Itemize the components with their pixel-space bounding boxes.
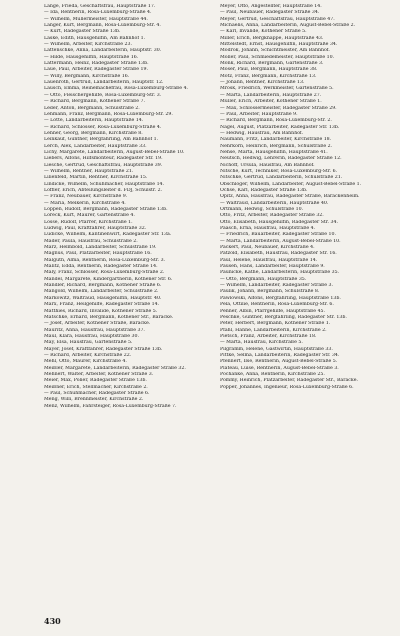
directory-entry: Neutsch, Hedwig, Lehrerin, Radegaster Straße 12. <box>220 156 342 162</box>
directory-entry: — Franz, Neubauer, Kirchstraße 9. <box>44 194 128 200</box>
directory-entry: Malguth, Alma, Rentnerin, Rosa-Luxemburg-Str. 3. <box>44 257 166 263</box>
directory-entry: Müller, Erich, Arbeiter, Köthener Straße 1. <box>220 99 322 105</box>
left-column <box>44 4 212 410</box>
directory-entry: Pawlowski, Alfons, Bergfahrling, Hauptstraße 13b. <box>220 295 341 301</box>
directory-entry: Moser, Paul, Bergmann, Hauptstraße 38. <box>220 67 318 73</box>
directory-entry: Mrosk, Friedrich, Werkmeister, Gartenstraße 5. <box>220 86 334 92</box>
directory-entry: Penner, Albin, Pfarrgehilfe, Hauptstraße 45. <box>220 308 326 314</box>
directory-entry: Ochse, Karl, Radegaster Straße 13b. <box>220 187 308 193</box>
directory-entry: — Wilhelm, Rentner, Hauptstraße 21. <box>44 168 134 174</box>
directory-entry: Laske, Edith, Hausgehilfin, Am Bahnhof 1. <box>44 35 146 41</box>
directory-entry: Mauritz, Anna, Hausfrau, Hauptstraße 37. <box>44 327 145 333</box>
directory-entry: Meyer, Gertrud, Geschäftsfrau, Hauptstraße 47. <box>220 16 335 22</box>
directory-entry: Meißner, Erich, Stellmacher, Kirchstraße 2. <box>44 384 148 390</box>
directory-entry: Meißler, Margarete, Landarbeiterin, Radegaster Straße 32. <box>44 365 186 371</box>
directory-entry: — Otto, Bergmann, Hauptstraße 35. <box>220 276 307 282</box>
directory-entry: — Friedrich, Bauarbeiter, Radegaster Straße 10. <box>220 232 337 238</box>
directory-entry: Losse, Rudolf, Pfarrer, Kirchstraße 1. <box>44 219 133 225</box>
directory-entry: Markowitz, Waltraud, Hausgehilfin, Hauptstr. 40. <box>44 295 162 301</box>
directory-entry: Lehmann, Franz, Bergmann, Rosa-Luxemburg-Str. 29. <box>44 111 173 117</box>
directory-entry: — Paul, Neubauer, Radegaster Straße 34. <box>220 10 320 16</box>
directory-entry: Nitschke, Gertrud, Landarbeiterin, Schulstraße 21. <box>220 175 343 181</box>
directory-entry: Lilienfeld, Martin, Rentner, Kirchstraße 15. <box>44 175 148 181</box>
directory-entry: Lindicke, Wilhelm, Schuhmacher, Hauptstraße 14. <box>44 181 165 187</box>
directory-entry: Mandel, Margarete, Kindergärtnerin, Köthener Str. 6. <box>44 276 173 282</box>
directory-entry: Maul, Klara, Hausfrau, Hauptstraße 30. <box>44 333 139 339</box>
directory-entry: Lichy, Margarete, Landarbeiterin, August-Bebel-Straße 10. <box>44 149 185 155</box>
directory-entry: Pietsch, Franz, Arbeiter, Kirchstraße 18. <box>220 333 317 339</box>
directory-entry: — Richard, Schlosser, Rosa-Luxemburg-Straße 4. <box>44 124 162 130</box>
directory-entry: Pilgramm, Helene, Gastwirtin, Hauptstraße 33. <box>220 346 333 352</box>
directory-entry: Otto, Elisabeth, Hausgehilfin, Radegaster Str. 34. <box>220 219 338 225</box>
directory-entry: Mittelstedt, Ernst, Hausgehilfin, Hauptstraße 34. <box>220 42 338 48</box>
directory-entry: Packert, Paul, Neubauer, Kirchstraße 4. <box>220 245 315 251</box>
directory-entry: — Marta, Hausfrau, Kirchstraße 5. <box>220 340 303 346</box>
directory-entry: Lattermann, Heinz, Radegaster Straße 13b. <box>44 61 149 67</box>
directory-entry: Nehrkorn, Heinrich, Bergmann, Schulstraße 2. <box>220 143 333 149</box>
directory-entry: Paasch, Erna, Hausfrau, Hauptstraße 4. <box>220 226 316 232</box>
directory-entry: Maly, Franz, Schlosser, Rosa-Luxemburg-Straße 2. <box>44 270 165 276</box>
directory-entry: — Paul, Schuhmacher, Radegaster Straße 6. <box>44 390 150 396</box>
directory-entry: — Otto, Fleischergehilfe, Rosa-Luxemburg-Str. 3. <box>44 92 162 98</box>
directory-entry: Lange, Frieda, Geschäftsfrau, Hauptstraße 17. <box>44 4 156 9</box>
directory-entry: Löppen, Rudolf, Bergmann, Radegaster Straße 13b. <box>44 207 168 212</box>
directory-entry: Meier, Max, Polier, Radegaster Straße 13b. <box>44 378 147 384</box>
directory-entry: Matthies, Richard, Invalide, Köthener Straße 5. <box>44 308 158 314</box>
directory-entry: — Wilhelm, Arbeiter, Kirchstraße 23. <box>44 42 132 48</box>
directory-entry: Ludwig, Paul, Kraftfahrer, Hauptstraße 32. <box>44 226 147 232</box>
directory-entry: Naumann, Fritz, Landarbeiter, Kirchstraße 18. <box>220 137 332 143</box>
directory-entry: Motz, Franz, Bergmann, Kirchstraße 13. <box>220 73 317 79</box>
directory-entry: — Wilhelm, Müllermeister, Hauptstraße 44. <box>44 16 148 22</box>
directory-entry: Lehner, Georg, Bergmann, Kirchstraße 8. <box>44 130 143 136</box>
directory-entry: Nitsche, Kurt, Techniker, Rosa-Luxemburg-Str. 6. <box>220 168 338 174</box>
directory-entry: Popper, Johannes, Ingenieur, Rosa-Luxemburg-Straße 6. <box>220 384 354 390</box>
directory-entry: — Josef, Arbeiter, Köthener Straße, Baracke. <box>44 321 151 327</box>
directory-entry: Menz, Wilhelm, Fahrsteiger, Rosa-Luxemburg-Straße 7. <box>44 403 177 409</box>
directory-entry: Michaelis, Anna, Landarbeiterin, August-Bebel-Straße 2. <box>220 23 356 29</box>
directory-entry: Paunicke, Käthe, Landarbeiterin, Hauptstraße 35. <box>220 270 340 276</box>
directory-entry: — Lotte, Landarbeiterin, Hauptstraße 14. <box>44 118 144 124</box>
directory-entry: — Richard, Bergmann, Rosa-Luxemburg-Str. 2. <box>220 118 332 124</box>
directory-entry: Loreck, Kurt, Maurer, Gartenstraße 4. <box>44 213 135 219</box>
directory-entry: Pittke, Selma, Landarbeiterin, Radegaster Str. 34. <box>220 352 340 358</box>
directory-entry: — Richard, Arbeiter, Kirchstraße 22. <box>44 352 132 358</box>
directory-entry: — Richard, Bergmann, Köthener Straße 7. <box>44 99 145 105</box>
directory-entry: Mayer, Josef, Kraftfahrer, Radegaster Straße 13b. <box>44 346 163 352</box>
directory-entry: Lüdicke, Wilhelm, Kantinenwirt, Radegaster Str. 13a. <box>44 232 172 238</box>
directory-entry: Nehse, Marta, Hausgehilfin, Hauptstraße 41. <box>220 149 328 155</box>
directory-entry: Paulik, Johann, Bergmann, Schulstraße 8. <box>220 289 320 295</box>
directory-entry: Leinkauf, Günther, Bergfahrling, Am Bahnhof 1. <box>44 137 159 143</box>
directory-entry: Modrok, Johann, Schichtmeister, Am Bahnhof. <box>220 48 330 54</box>
directory-entry: Mangold, Wilhelm, Landarbeiter, Schulstraße 2. <box>44 289 159 295</box>
directory-entry: Otto, Fritz, Arbeiter, Radegaster Straße 32. <box>220 213 324 219</box>
directory-entry: Möller, Paul, Schmiedemeister, Hauptstraße 10. <box>220 54 335 60</box>
directory-entry: Malitz, Edda, Rentnerin, Radegaster Straße 14. <box>44 264 158 270</box>
directory-entry: — Kurt, Radegaster Straße 13b. <box>44 29 121 35</box>
directory-entry: Peschke, Günther, Bergfahrling, Radegaster Str. 13b. <box>220 314 347 320</box>
directory-entry: — Max, Schlossermeister, Radegaster Straße 29. <box>220 105 337 111</box>
directory-entry: Lerch, Alex, Landarbeiter, Hauptstraße 33. <box>44 143 147 149</box>
directory-entry: Pochanke, Anna, Rentnerin, Kirchstraße 25. <box>220 371 325 377</box>
directory-entry: Nagel, August, Platzarbeiter, Radegaster Str. 13b. <box>220 124 340 130</box>
page-number: 430 <box>44 616 61 626</box>
directory-entry: Matschke, Erhard, Bergmann, Köthener Str., Baracke. <box>44 314 174 320</box>
directory-entry: Pommy, Heinrich, Platzarbeiter, Radegaster Str., Baracke. <box>220 378 358 384</box>
directory-entry: Liebers, Alfons, Hilfsmonteur, Radegaster Str. 19. <box>44 156 163 162</box>
directory-entry: — Hedwig, Hausfrau, Am Bahnhof. <box>220 130 304 136</box>
directory-entry: Mehnert, Walter, Arbeiter, Köthener Straße 3. <box>44 371 154 377</box>
directory-columns <box>44 4 388 410</box>
directory-entry: Laue, Paul, Arbeiter, Radegaster Straße 19. <box>44 67 148 73</box>
directory-entry: Lausch, Emma, Reinemachefrau, Rosa-Luxemburg-Straße 4. <box>44 86 189 92</box>
directory-entry: Mandler, Richard, Bergmann, Köthener Straße 6. <box>44 283 162 289</box>
directory-entry: — Maria, Melkerin, Kirchstraße 4. <box>44 200 126 206</box>
directory-entry: — Waltraud, Landarbeiterin, Hauptstraße 40. <box>220 200 329 206</box>
directory-entry: Pela, Ottilie, Rentnerin, Rosa-Luxemburg-Str. 6. <box>220 302 334 308</box>
directory-entry: Mehl, Otto, Maurer, Kirchstraße 4. <box>44 359 127 365</box>
directory-entry: Lauenroth, Gertrud, Landarbeiterin, Hauptstr. 12. <box>44 80 164 86</box>
directory-entry: — Karl, Invalide, Köthener Straße 5. <box>220 29 307 35</box>
directory-entry: Meng, Willi, Brennmeister, Kirchstraße 2. <box>44 397 144 403</box>
directory-entry: Monk, Richard, Bergmann, Gartenstraße 3. <box>220 61 324 67</box>
directory-entry: Ortmann, Hedwig, Schulstraße 10. <box>220 207 304 212</box>
directory-entry: Pauseh, Hans, Landarbeiter, Hauptstraße 9. <box>220 264 325 270</box>
directory-entry: — Johann, Rentner, Kirchstraße 13. <box>220 80 305 86</box>
directory-entry: Magnus, Paul, Platzarbeiter, Hauptstraße 16. <box>44 251 152 257</box>
directory-entry: — Ida, Rentnerin, Rosa-Luxemburg-Straße 4. <box>44 10 152 16</box>
directory-entry: Paul, Helene, Hausfrau, Hauptstraße 14. <box>220 257 318 263</box>
directory-entry: May, Elsa, Hausfrau, Gartenstraße 5. <box>44 340 133 346</box>
directory-entry: — Paul, Arbeiter, Hauptstraße 9. <box>220 111 298 117</box>
directory-entry: — Wilhelm, Landarbeiter, Radegaster Straße 3. <box>220 283 334 289</box>
directory-entry: — Marta, Landarbeiterin, Hauptstraße 27. <box>220 92 322 98</box>
directory-entry: Pfennert, Ilse, Rentnerin, August-Bebel-Straße 5. <box>220 359 338 365</box>
directory-entry: Patzold, Elisabeth, Hausfrau, Radegaster Str. 16. <box>220 251 337 257</box>
directory-entry: Pfahl, Hanne, Landarbeiterin, Kirchstraße 2. <box>220 327 327 333</box>
directory-entry: — Hilde, Hausgehilfin, Hauptstraße 16. <box>44 54 139 60</box>
directory-entry: Miller, Erich, Bergknappe, Hauptstraße 43. <box>220 35 324 41</box>
directory-entry: Löffler, Erich, Abteilungsleiter d. FDJ, Schulstr. 2. <box>44 187 163 193</box>
directory-entry: Liesche, Gertrud, Geschäftsfrau, Hauptstraße 39. <box>44 162 163 168</box>
directory-entry: Obschlöger, Wilhelm, Landarbeiter, August-Bebel-Straße 1. <box>220 181 362 187</box>
directory-entry: Lattenschke, Anna, Landarbeiterin, Hauptstr. 30. <box>44 48 162 54</box>
right-column <box>220 4 388 410</box>
directory-entry: März, Helmbold, Landarbeiter, Schulstraße 19. <box>44 245 157 251</box>
directory-entry: — Marta, Landarbeiterin, August-Bebel-Straße 10. <box>220 238 341 244</box>
directory-entry: Opitz, Anna, Hausfrau, Radegaster Straße, Barackenheim. <box>220 194 360 200</box>
directory-entry: Plateau, Luise, Rentnerin, August-Bebel-Straße 3. <box>220 365 339 371</box>
directory-entry: Langer, Kurt, Bergmann, Rosa-Luxemburg-Str. 4. <box>44 23 161 29</box>
directory-entry: Nichoff, Ursula, Hausfrau, Am Bahnhof. <box>220 162 315 168</box>
directory-entry: Marx, Franz, Heilgehilfe, Radegaster Straße 14. <box>44 302 160 308</box>
directory-entry: Mader, Paula, Hausfrau, Schulstraße 2. <box>44 238 138 244</box>
directory-entry: — Willy, Bergmann, Kirchstraße 16. <box>44 73 130 79</box>
directory-entry: Leder, Anton, Bergmann, Schulstraße 2. <box>44 105 140 111</box>
directory-entry: Meyer, Otto, Angestellter, Hauptstraße 14. <box>220 4 322 9</box>
directory-entry: Peter, Herbert, Bergmann, Köthener Straße 1. <box>220 321 331 327</box>
